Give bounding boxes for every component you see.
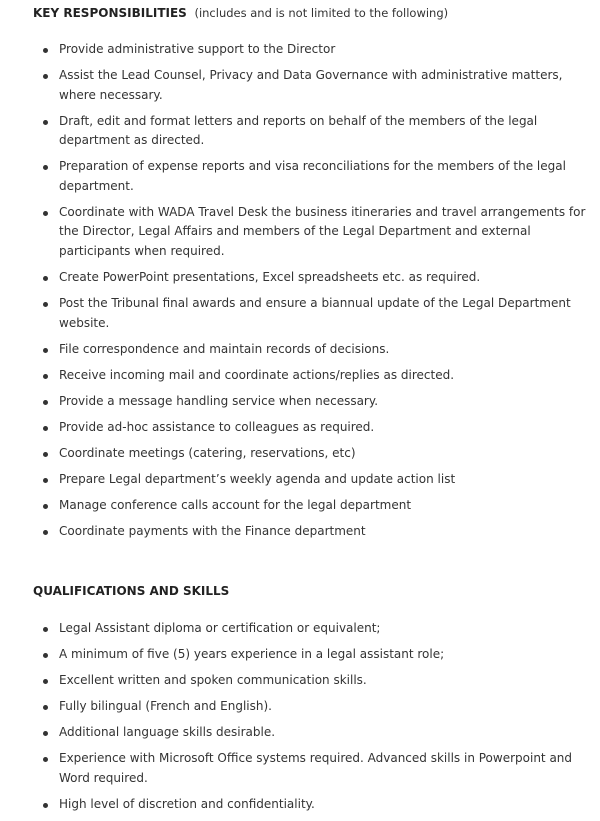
list-item: Create PowerPoint presentations, Excel spreadsheets etc. as required. — [0, 268, 600, 288]
list-item: Additional language skills desirable. — [0, 723, 600, 743]
list-item: Receive incoming mail and coordinate actions/replies as directed. — [0, 366, 600, 386]
qualifications-list — [0, 619, 600, 821]
list-item: Assist the Lead Counsel, Privacy and Data Governance with administrative matters, where necessary. — [0, 66, 600, 105]
list-item: Fully bilingual (French and English). — [0, 697, 600, 717]
list-item: Excellent written and spoken communication skills. — [0, 671, 600, 691]
list-item: File correspondence and maintain records of decisions. — [0, 340, 600, 360]
list-item: High level of discretion and confidentiality. — [0, 795, 600, 815]
list-item: Post the Tribunal final awards and ensure a biannual update of the Legal Department website. — [0, 294, 600, 333]
qualifications-title: QUALIFICATIONS AND SKILLS — [33, 584, 230, 598]
list-item: Provide administrative support to the Director — [0, 40, 600, 60]
key-responsibilities-note: (includes and is not limited to the following) — [194, 6, 449, 20]
key-responsibilities-title: KEY RESPONSIBILITIES — [33, 6, 187, 20]
key-responsibilities-heading — [33, 5, 448, 21]
list-item: Coordinate meetings (catering, reservations, etc) — [0, 444, 600, 464]
list-item: Manage conference calls account for the legal department — [0, 496, 600, 516]
list-item: A minimum of five (5) years experience in a legal assistant role; — [0, 645, 600, 665]
list-item: Coordinate with WADA Travel Desk the business itineraries and travel arrangements for the Director, Legal Affairs and members of the Legal Department and external participants when required. — [0, 203, 600, 262]
list-item: Draft, edit and format letters and reports on behalf of the members of the legal department as directed. — [0, 112, 600, 151]
list-item: Provide a message handling service when necessary. — [0, 392, 600, 412]
list-item: Prepare Legal department’s weekly agenda and update action list — [0, 470, 600, 490]
list-item: Legal Assistant diploma or certification or equivalent; — [0, 619, 600, 639]
key-responsibilities-list — [0, 40, 600, 548]
list-item: Provide ad-hoc assistance to colleagues as required. — [0, 418, 600, 438]
list-item: Preparation of expense reports and visa reconciliations for the members of the legal department. — [0, 157, 600, 196]
list-item: Coordinate payments with the Finance department — [0, 522, 600, 542]
list-item: Experience with Microsoft Office systems required. Advanced skills in Powerpoint and Word required. — [0, 749, 600, 788]
qualifications-heading — [33, 583, 229, 599]
